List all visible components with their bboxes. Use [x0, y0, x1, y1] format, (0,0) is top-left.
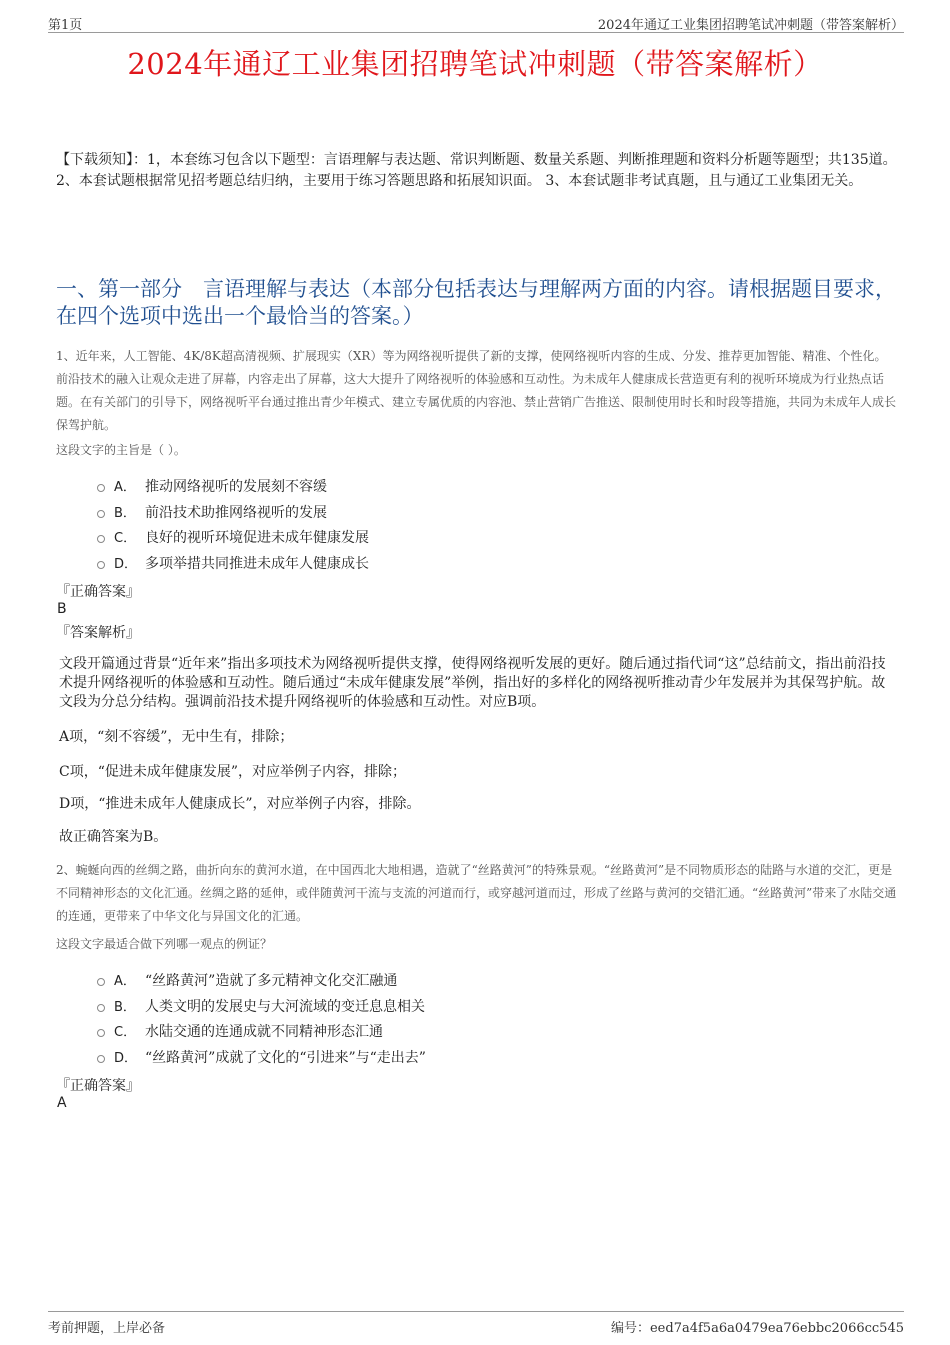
option-text: 水陆交通的连通成就不同精神形态汇通: [145, 1024, 383, 1040]
document-title: 2024年通辽工业集团招聘笔试冲刺题（带答案解析）: [127, 47, 823, 81]
answer-analysis: 文段开篇通过背景“近年来”指出多项技术为网络视听提供支撑，使得网络视听发展的更好。随后通过指代词“这”总结前文，指出前沿技术提升网络视听的体验感和互动性。随后通过“未成年健康发展”举例，指出好的多样化的网络视听推动青少年发展并为其保驾护航。故文段为分总分结构。强调前沿技术提升网络视听的体验感和互动性。对应B项。: [59, 656, 886, 710]
option-text: “丝路黄河”造就了多元精神文化交汇融通: [145, 973, 398, 989]
analysis-note: C项，“促进未成年健康发展”，对应举例子内容，排除；: [59, 764, 407, 780]
radio-icon[interactable]: [97, 978, 105, 986]
download-notice: 【下载须知】：1，本套练习包含以下题型：言语理解与表达题、常识判断题、数量关系题、判断推理题和资料分析题等题型；共135道。 2、本套试题根据常见招考题总结归纳，主要用于练习答题思路和拓展知识面。 3、本套试题非考试真题，且与通辽工业集团无关。: [56, 152, 897, 189]
analysis-note: D项，“推进未成年人健康成长”，对应举例子内容，排除。: [59, 796, 421, 812]
option-text: “丝路黄河”成就了文化的“引进来”与“走出去”: [145, 1049, 426, 1066]
footer-slogan: 考前押题，上岸必备: [48, 1321, 166, 1336]
option-text: 前沿技术助推网络视听的发展: [145, 504, 327, 521]
option-letter: B．: [114, 999, 136, 1015]
radio-icon[interactable]: [97, 510, 105, 518]
option-letter: C．: [114, 1025, 137, 1040]
header-title: 2024年通辽工业集团招聘笔试冲刺题（带答案解析）: [597, 18, 904, 33]
option-letter: A．: [114, 974, 136, 989]
option-text: 推动网络视听的发展刻不容缓: [145, 479, 327, 495]
analysis-label: 『答案解析』: [56, 625, 140, 641]
option-letter: B．: [114, 505, 136, 521]
page-number: 第1页: [48, 18, 83, 33]
radio-icon[interactable]: [97, 561, 105, 569]
page-header: [48, 14, 904, 33]
analysis-conclusion: 故正确答案为B。: [59, 829, 168, 845]
question-2-text: 2、蜿蜒向西的丝绸之路，曲折向东的黄河水道，在中国西北大地相遇，造就了“丝路黄河”的特殊景观。“丝路黄河”是不同物质形态的陆路与水道的交汇，更是不同精神形态的文化汇通。丝绸之路的延伸，或伴随黄河干流与支流的河道而行，或穿越河道而过，形成了丝路与黄河的交错汇通。“丝路黄河”带来了水陆交通的连通，更带来了中华文化与异国文化的汇通。: [56, 863, 897, 923]
option-text: 良好的视听环境促进未成年健康发展: [145, 530, 369, 546]
page-footer: [48, 1311, 904, 1336]
question-1-text: 1、近年来，人工智能、4K/8K超高清视频、扩展现实（XR）等为网络视听提供了新的支撑，使网络视听内容的生成、分发、推荐更加智能、精准、个性化。前沿技术的融入让观众走进了屏幕，内容走出了屏幕，这大大提升了网络视听的体验感和互动性。为未成年人健康成长营造更有利的视听环境成为行业热点话题。在有关部门的引导下，网络视听平台通过推出青少年模式、建立专属优质的内容池、禁止营销广告推送、限制使用时长和时段等措施，共同为未成年人成长保驾护航。: [56, 349, 897, 432]
option-letter: D．: [114, 556, 138, 572]
option-text: 人类文明的发展史与大河流域的变迁息息相关: [145, 998, 425, 1015]
radio-icon[interactable]: [97, 1004, 105, 1012]
radio-icon[interactable]: [97, 1029, 105, 1037]
radio-icon[interactable]: [97, 1055, 105, 1063]
radio-icon[interactable]: [97, 484, 105, 492]
option-letter: D．: [114, 1050, 138, 1066]
document-id: 编号：eed7a4f5a6a0479ea76ebbc2066cc545: [610, 1321, 904, 1336]
question-1-prompt: 这段文字的主旨是（ ）。: [56, 443, 186, 457]
radio-icon[interactable]: [97, 535, 105, 543]
question-2-prompt: 这段文字最适合做下列哪一观点的例证？: [56, 937, 273, 951]
option-letter: A．: [114, 480, 136, 495]
correct-answer: A: [57, 1095, 67, 1111]
correct-answer-label: 『正确答案』: [56, 584, 140, 600]
option-text: 多项举措共同推进未成年人健康成长: [145, 555, 369, 572]
section-heading: 一、第一部分 言语理解与表达（本部分包括表达与理解两方面的内容。请根据题目要求，在四个选项中选出一个最恰当的答案。）: [56, 277, 896, 328]
analysis-note: A项，“刻不容缓”，无中生有，排除；: [59, 729, 294, 745]
option-letter: C．: [114, 531, 137, 546]
correct-answer: B: [57, 601, 67, 617]
correct-answer-label: 『正确答案』: [56, 1078, 140, 1094]
